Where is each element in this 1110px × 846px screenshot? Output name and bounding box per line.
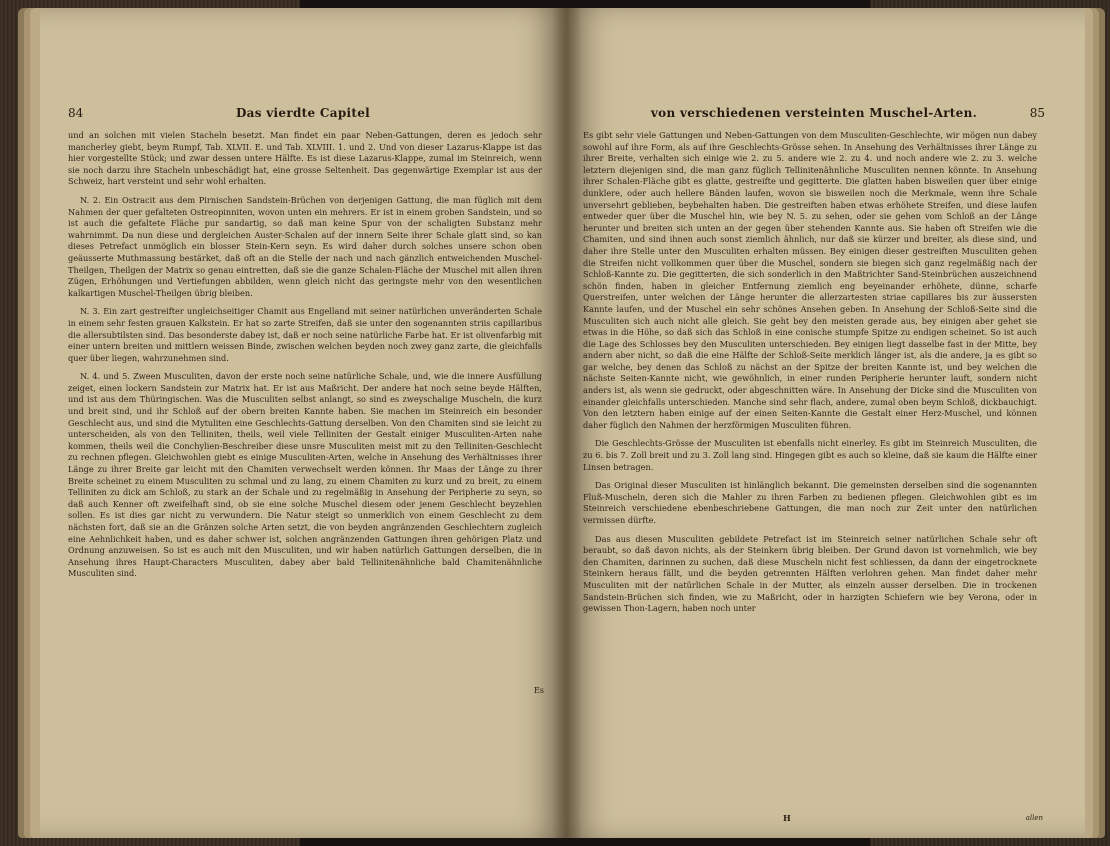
- book-gutter: [552, 8, 582, 838]
- left-page: [40, 8, 566, 838]
- left-running-head: [68, 106, 538, 124]
- left-page-title: Das vierdte Capitel: [235, 106, 371, 120]
- right-page-body: [583, 130, 1037, 622]
- left-catchword: Es: [533, 685, 544, 695]
- left-page-number: 84: [68, 106, 84, 120]
- right-page-number: 85: [1029, 106, 1045, 120]
- left-paragraph: und an solchen mit vielen Stacheln besetzt. Man findet ein paar Neben-Gattungen, deren es jedoch sehr mancherley giebt, beym Rumpf, Tab. XLVII. E. und Tab. XLVIII. 1. und 2. Und von dieser Lazarus-Klappe ist das hier vorgestellte Stück; und zwar dessen untere Hälfte. Es ist diese Lazarus-Klappe, zumal im Steinreich, wenn sie noch darzu ihre Stacheln unbeschädigt hat, eine grosse Seltenheit. Das gegenwärtige Exemplar ist aus der Schweiz, hart versteint und sehr wohl erhalten.: [68, 130, 542, 187]
- right-running-head: [583, 106, 1045, 124]
- right-paragraph: Das aus diesen Musculiten gebildete Petrefact ist im Steinreich seiner natürlichen Schale sehr oft beraubt, so daß davon nichts, als der Steinkern übrig bleiben. Der Grund davon ist vornehmlich, wie bey den Chamiten, darinnen zu suchen, daß diese Muscheln nicht fest schliessen, da dann der eingetrocknete Steinkern heraus fällt, und die beyden getrennten Hälften verlohren gehen. Man findet daher mehr Musculiten mit der natürlichen Schale in der Mutter, als einzeln ausser derselben. Die in trockenen Sandstein-Brüchen sich finden, wie zu Maßricht, oder in harzigten Schiefern wie bey Verona, oder in gewissen Thon-Lagern, haben noch unter: [583, 533, 1037, 614]
- left-page-body: [68, 130, 542, 587]
- left-paragraph: N. 4. und 5. Zween Musculiten, davon der erste noch seine natürliche Schale, und, wie die innere Ausfüllung zeiget, einen lockern Sandstein zur Matrix hat. Er ist aus Maßricht. Der andere hat noch seine beyde Hälften, und ist aus dem Thüringischen. Was die Musculiten selbst anlangt, so sind es zweyschalige Muscheln, die kurz und breit sind, und ihr Schloß auf der obern breiten Kannte haben. Sie machen im Steinreich ein besonder Geschlecht aus, und sind die Mytuliten eine Geschlechts-Gattung derselben. Von den Chamiten sind sie leicht zu unterscheiden, als von den Telliniten, theils, weil viele Telliniten der Gestalt einiger Musculiten-Arten nahe kommen, theils weil die Conchylien-Beschreiber diese unsre Musculiten meist mit zu den Telliniten-Geschlecht zu rechnen pflegen. Gleichwohlen giebt es einige Musculiten-Arten, welche in Ansehung des Verhältnisses ihrer Länge zu ihrer Breite gar leicht mit den Chamiten verwechselt werden können. Ihr Maas der Länge zu ihrer Breite scheinet zu einem Musculiten zu schmal und zu lang, zu einem Chamiten zu kurz und zu breit, zu einem Telliniten zu dick am Schloß, zu stark an der Schale und zu regelmäßig in Ansehung der Peripherie zu seyn, so daß auch Kenner oft zweifelhaft sind, ob sie eine solche Muschel diesem oder jenem Geschlecht beyzehlen sollen. Es ist dies gar nicht zu verwundern. Die Natur steigt so unmerklich von einem Geschlecht zu dem nächsten fort, daß sie an die Gränzen solche Arten setzt, die von beyden angränzenden Geschlechtern zugleich eine Aehnlichkeit haben, und es daher schwer ist, solchen angränzenden Gattungen ihren gehörigen Platz und Ordnung anzuweisen. So ist es auch mit den Musculiten, und wir haben natürlich Gattungen derselben, die in Ansehung ihres Haupt-Characters Musculiten, dabey aber bald Tellinitenähnliche bald Chamitenähnliche Musculiten sind.: [68, 371, 542, 579]
- right-paragraph: Das Original dieser Musculiten ist hinlänglich bekannt. Die gemeinsten derselben sind die sogenannten Fluß-Muscheln, deren sich die Mahler zu ihren Farben zu bedienen pflegen. Gleichwohlen gibt es im Steinreich verschiedene ebenbeschriebene Gattungen, die man noch zur Zeit unter den natürlichen vermissen dürfte.: [583, 480, 1037, 525]
- signature-mark: H: [783, 813, 791, 823]
- left-paragraph: N. 2. Ein Ostracit aus dem Pirnischen Sandstein-Brüchen von derjenigen Gattung, die man füglich mit dem Nahmen der quer gefalteten Ostreopinniten, wovon unten ein mehrers. Er ist in einem groben Sandstein, und so ist auch die gefaltete Fläche pur sandartig, so daß man keine Spur von der schaligten Substanz mehr wahrnimmt. Da nun diese und dergleichen Auster-Schalen auf der innern Seite ihrer Schale glatt sind, so kan dieses Petrefact unmöglich ein blosser Stein-Kern seyn. Es wird daher durch solches unsere schon oben geäusserte Muthmassung bestärket, daß oft an die Stelle der nach und nach gänzlich entweichenden Muschel-Theilgen, Theilgen der Matrix so genau eintretten, daß sie die ganze Schalen-Fläche der Muschel mit allen ihren Zügen, Erhöhungen und Vertiefungen abbilden, wenn gleich nicht das geringste mehr von den wesentlichen kalkartigen Muschel-Theilgen übrig bleiben.: [68, 194, 542, 298]
- right-page-title: von verschiedenen versteinten Muschel-Arten.: [650, 106, 978, 120]
- right-page: [565, 8, 1085, 838]
- right-paragraph: Die Geschlechts-Grösse der Musculiten ist ebenfalls nicht einerley. Es gibt im Steinreich Musculiten, die zu 6. bis 7. Zoll breit und zu 3. Zoll lang sind. Hingegen gibt es auch so kleine, daß sie kaum die Hälfte einer Linsen betragen.: [583, 438, 1037, 472]
- left-paragraph: N. 3. Ein zart gestreifter ungleichseitiger Chamit aus Engelland mit seiner natürlichen unveränderten Schale in einem sehr festen grauen Kalkstein. Er hat so zarte Streifen, daß sie unter den sogenannten striis capillaribus die allersubtilsten sind. Das besonderste dabey ist, daß er noch seine natürliche Farbe hat. Er ist olivenfarbig mit einer untern breiten und mittlern weissen Binde, zwischen welchen beyden noch zwey ganz zarte, die gleichfalls quer über liegen, wahrzunehmen sind.: [68, 306, 542, 363]
- right-catchword: allen: [1025, 814, 1043, 822]
- right-paragraph: Es gibt sehr viele Gattungen und Neben-Gattungen von dem Musculiten-Geschlechte, wir mögen nun dabey sowohl auf ihre Form, als auf ihre Geschlechts-Grösse sehen. In Ansehung des Verhältnisses ihrer Länge zu ihrer Breite, verhalten sich einige wie 2. zu 5. andere wie 2. zu 4. und noch andere wie 2. zu 3. welche letztern diejenigen sind, die man ganz füglich Tellinitenähnliche Musculiten nennen könnte. In Ansehung ihrer Schalen-Fläche gibt es glatte, gestreifte und gegitterte. Die glatten haben bisweilen quer über einige dunklere, oder auch hellere Bänden laufen, wovon sie bisweilen noch die Merkmale, wenn ihre Schale unversehrt geblieben, beybehalten haben. Die gestreiften haben etwas erhöhete Streifen, und diese laufen entweder quer über die Muschel hin, wie bey N. 5. zu sehen, oder sie gehen vom Schloß an der Länge herunter und breiten sich unten an der gegen über stehenden Kannte aus. Sie haben oft Streifen wie die Chamiten, und sind ihnen auch sonst ziemlich ähnlich, nur daß sie kürzer und breiter, als diese sind, und daher ihre Stelle unter den Musculiten erhalten müssen. Bey einigen dieser gestreiften Musculiten gehen die Streifen nicht vollkommen quer über die Muschel, sondern sie biegen sich ganz regelmäßig nach der Schloß-Kannte zu. Die gegitterten, die sich sonderlich in den Maßtrichter Sand-Steinbrüchen auszeichnend schön finden, haben in gleicher Entfernung ziemlich eng beyeinander erhöhete, dünne, scharfe Querstreifen, unter welchen der Länge herunter die allerzartesten striae capillares bis zur äussersten Kannte laufen, und der Muschel ein sehr schönes Ansehen geben. In Ansehung der Schloß-Seite sind die Musculiten sich auch nicht alle gleich. Sie geht bey den meisten gerade aus, bey einigen aber gehet sie etwas in die Höhe, so daß sich das Schloß in eine conische stumpfe Spitze zu endigen scheinet. So ist auch die Lage des Schlosses bey den Musculiten unterschieden. Bey einigen liegt dasselbe fast in der Mitte, bey andern aber nicht, so daß die eine Hälfte der Schloß-Seite merklich länger ist, als die andere, ja es gibt so gar welche, bey denen das Schloß zu nächst an der Spitze der breiten Kannte ist, und bey welchen die nächste Seiten-Kannte nicht, wie gewöhnlich, in einer runden Peripherie herunter lauft, sondern nicht anders ist, als wenn sie gedruckt, oder abgeschnitten wäre. In Ansehung der Dicke sind die Musculiten von einander gleichfalls unterschieden. Manche sind sehr flach, andere, zumal oben beym Schloß, dickbauchigt. Von den letztern haben einige auf der einen Seiten-Kannte die Gestalt einer Herz-Muschel, und können daher füglich den Nahmen der herzförmigen Musculiten führen.: [583, 130, 1037, 430]
- open-book: [12, 8, 1094, 838]
